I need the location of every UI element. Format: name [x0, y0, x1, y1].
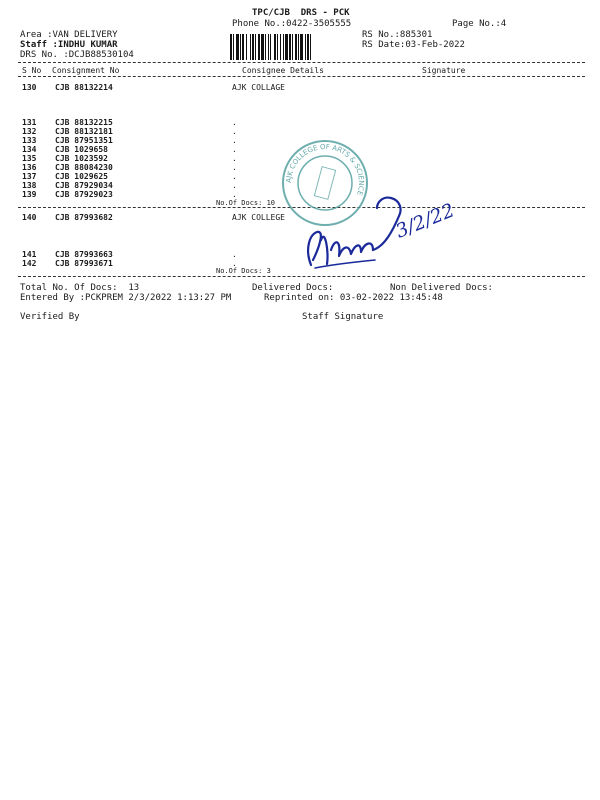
consignment-cell: CJB 1029625 [55, 172, 108, 181]
consignee-dot: . [232, 259, 237, 268]
consignment-cell: CJB 87929023 [55, 190, 113, 199]
sno-cell: 137 [22, 172, 37, 181]
area-label: Area :VAN DELIVERY [20, 30, 118, 40]
consignment-cell: CJB 87951351 [55, 136, 113, 145]
consignee-dot: . [232, 181, 237, 190]
divider [18, 62, 585, 63]
sno-cell: 138 [22, 181, 37, 190]
sno-cell: 136 [22, 163, 37, 172]
consignee-dot: . [232, 163, 237, 172]
sno-cell: 132 [22, 127, 37, 136]
col-sno: S No [22, 66, 42, 75]
consignment-cell: CJB 87993663 [55, 250, 113, 259]
consignment-cell: CJB 1023592 [55, 154, 108, 163]
entered-by: Entered By :PCKPREM 2/3/2022 1:13:27 PM [20, 293, 232, 303]
consignee-dot: . [232, 145, 237, 154]
handwritten-date: 3/2/22 [392, 199, 458, 243]
consignee-dot: . [232, 154, 237, 163]
consignment-cell: CJB 87929034 [55, 181, 113, 190]
drs-title: TPC/CJB DRS - PCK [252, 8, 350, 18]
consignment-cell: CJB 1029658 [55, 145, 108, 154]
reprinted-on: Reprinted on: 03-02-2022 13:45:48 [264, 293, 443, 303]
sno-cell: 131 [22, 118, 37, 127]
staff-label: Staff :INDHU KUMAR [20, 40, 118, 50]
stamp-text: AJK COLLEGE OF ARTS & SCIENCE [284, 142, 366, 197]
sno-cell: 133 [22, 136, 37, 145]
sno-cell: 139 [22, 190, 37, 199]
consignee-name: AJK COLLAGE [232, 83, 285, 92]
sno-cell: 140 [22, 213, 37, 222]
consignee-dot: . [232, 190, 237, 199]
staff-signature-label: Staff Signature [302, 312, 384, 322]
consignment-cell: CJB 87993671 [55, 259, 113, 268]
consignee-name: AJK COLLEGE [232, 213, 285, 222]
consignee-dot: . [232, 136, 237, 145]
consignee-dot: . [232, 127, 237, 136]
non-delivered-docs: Non Delivered Docs: [390, 283, 493, 293]
phone-number: Phone No.:0422-3505555 [232, 19, 352, 29]
consignment-cell: CJB 88132181 [55, 127, 113, 136]
sno-cell: 134 [22, 145, 37, 154]
docs-count: No.Of Docs: 3 [216, 267, 271, 275]
rs-date: RS Date:03-Feb-2022 [362, 40, 465, 50]
consignment-cell: CJB 88132215 [55, 118, 113, 127]
sno-cell: 130 [22, 83, 37, 92]
rs-number: RS No.:885301 [362, 30, 433, 40]
total-docs: Total No. Of Docs: 13 [20, 283, 140, 293]
consignment-cell: CJB 87993682 [55, 213, 113, 222]
consignee-dot: . [232, 172, 237, 181]
col-signature: Signature [422, 66, 466, 75]
verified-by: Verified By [20, 312, 80, 322]
consignee-dot: . [232, 250, 237, 259]
consignment-cell: CJB 88084230 [55, 163, 113, 172]
divider [18, 76, 585, 77]
drs-number: DRS No. :DCJB88530104 [20, 50, 134, 60]
sno-cell: 135 [22, 154, 37, 163]
sno-cell: 142 [22, 259, 37, 268]
docs-count: No.Of Docs: 10 [216, 199, 276, 207]
barcode [230, 34, 354, 60]
page-number: Page No.:4 [452, 19, 507, 29]
consignment-cell: CJB 88132214 [55, 83, 113, 92]
delivered-docs: Delivered Docs: [252, 283, 334, 293]
col-consignment: Consignment No [52, 66, 120, 75]
handwritten-signature [295, 180, 465, 280]
col-consignee: Consignee Details [242, 66, 324, 75]
consignee-dot: . [232, 118, 237, 127]
sno-cell: 141 [22, 250, 37, 259]
